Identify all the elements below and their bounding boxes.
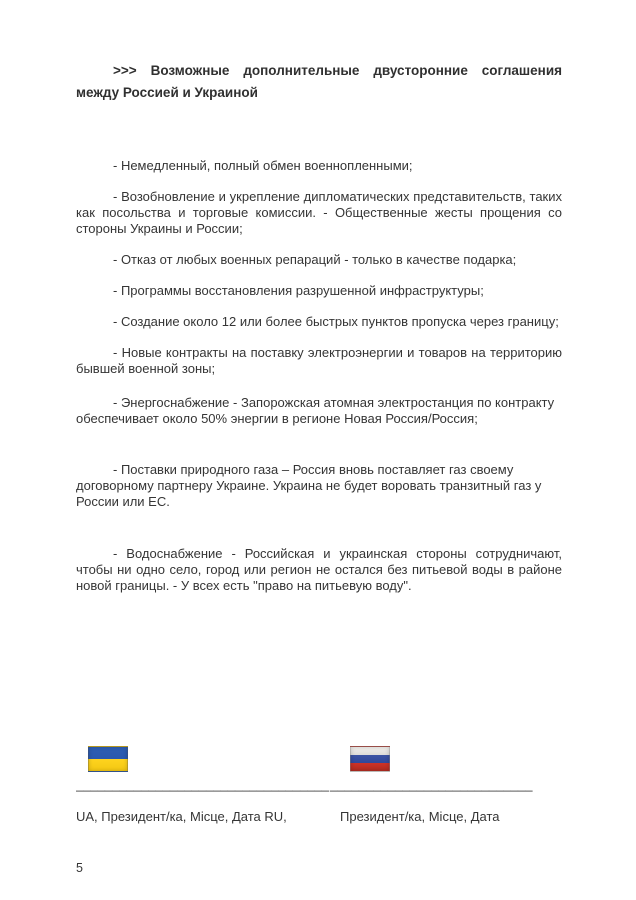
signature-label-russia: Президент/ка, Місце, Дата xyxy=(340,809,500,824)
page-number: 5 xyxy=(76,861,83,875)
paragraph-border-crossings: - Создание около 12 или более быстрых пунктов пропуска через границу; xyxy=(113,314,559,329)
paragraph-reparations: - Отказ от любых военных репараций - только в качестве подарка; xyxy=(113,252,517,267)
signature-block-russia xyxy=(330,746,562,825)
russia-flag-image xyxy=(350,746,390,772)
document-heading: >>> Возможные дополнительные двусторонние соглашения между Россией и Украиной xyxy=(76,63,562,100)
signature-line-ukraine: ___________________________________ xyxy=(76,777,330,792)
signature-label-ukraine: UA, Президент/ка, Місце, Дата RU, xyxy=(76,809,287,824)
paragraph-energy-supply: - Энергоснабжение - Запорожская атомная электростанция по контракту обеспечивает около 50% энергии в регионе Новая Россия/Россия; xyxy=(76,395,555,426)
paragraph-water-supply: - Водоснабжение - Российская и украинская стороны сотрудничают, чтобы ни одно село, город или регион не остался без питьевой воды в районе новой границы. - У всех есть "право на питьевую воду". xyxy=(76,546,562,593)
signature-block-ukraine xyxy=(76,746,330,825)
paragraph-electricity-contracts: - Новые контракты на поставку электроэнергии и товаров на территорию бывшей военной зоны; xyxy=(76,345,562,376)
paragraph-diplomatic-missions: - Возобновление и укрепление дипломатических представительств, таких как посольства и торговые комиссии. - Общественные жесты прощения со стороны Украины и России; xyxy=(76,189,562,236)
ukraine-flag-image xyxy=(88,746,128,772)
signature-line-russia: ____________________________ xyxy=(330,777,533,792)
paragraph-gas-supply: - Поставки природного газа – Россия вновь поставляет газ своему договорному партнеру Украине. Украина не будет воровать транзитный газ у России или ЕС. xyxy=(76,462,542,509)
paragraph-prisoner-exchange: - Немедленный, полный обмен военнопленными; xyxy=(113,158,413,173)
signature-section xyxy=(76,746,562,825)
paragraph-infrastructure: - Программы восстановления разрушенной инфраструктуры; xyxy=(113,283,484,298)
